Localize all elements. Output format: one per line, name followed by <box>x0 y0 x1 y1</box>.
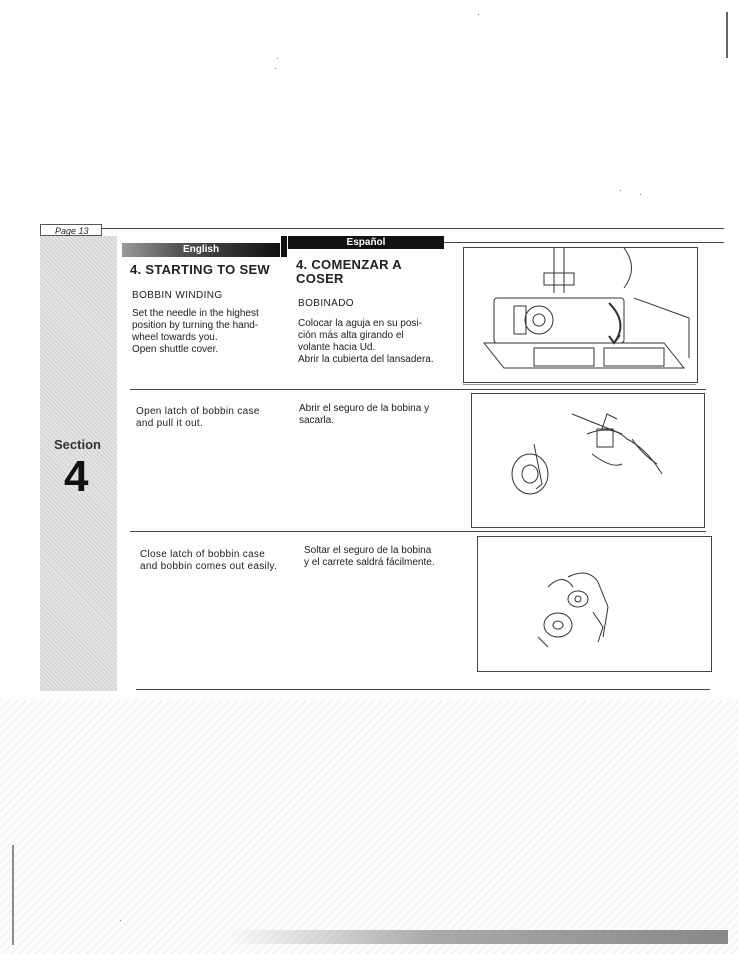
section-title-es: 4. COMENZAR A COSER <box>296 257 402 286</box>
scan-speck <box>478 14 479 15</box>
instructions-en: Close latch of bobbin case and bobbin comes out easily. <box>140 549 278 572</box>
scan-noise <box>0 700 738 954</box>
header-separator <box>281 236 287 257</box>
bottom-rule <box>136 689 710 690</box>
scan-speck <box>277 58 278 59</box>
scan-edge-mark <box>726 12 728 58</box>
section-number: 4 <box>64 452 89 501</box>
scan-speck <box>640 194 641 195</box>
spanish-header: Español <box>288 236 444 249</box>
section-label: Section <box>54 437 101 452</box>
scan-speck <box>620 190 621 191</box>
sewing-machine-shuttle-cover-illustration <box>463 247 698 383</box>
rule <box>463 384 696 385</box>
instructions-en: Open latch of bobbin case and pull it out. <box>136 406 260 429</box>
english-header: English <box>122 243 280 257</box>
step-divider <box>130 389 706 390</box>
top-rule <box>102 228 724 229</box>
instructions-es: Colocar la aguja en su posi- ción más alta girando el volante hacia Ud. Abrir la cubierta del lansadera. <box>298 318 434 365</box>
instructions-en: Set the needle in the highest position by turning the hand- wheel towards you. Open shuttle cover. <box>132 308 259 355</box>
bobbin-release-illustration <box>477 536 712 672</box>
subtitle-en: BOBBIN WINDING <box>132 290 223 301</box>
instructions-es: Abrir el seguro de la bobina y sacarla. <box>299 403 430 426</box>
section-title-en: 4. STARTING TO SEW <box>130 262 270 277</box>
step-divider <box>130 531 706 532</box>
bobbin-case-removal-illustration <box>471 393 705 528</box>
scan-shadow <box>230 930 728 944</box>
subtitle-es: BOBINADO <box>298 298 354 309</box>
header-rule <box>444 242 724 243</box>
instructions-es: Soltar el seguro de la bobina y el carrete saldrá fácilmente. <box>304 545 435 568</box>
page-number-label: Page 13 <box>40 224 102 236</box>
scan-speck <box>275 68 276 69</box>
